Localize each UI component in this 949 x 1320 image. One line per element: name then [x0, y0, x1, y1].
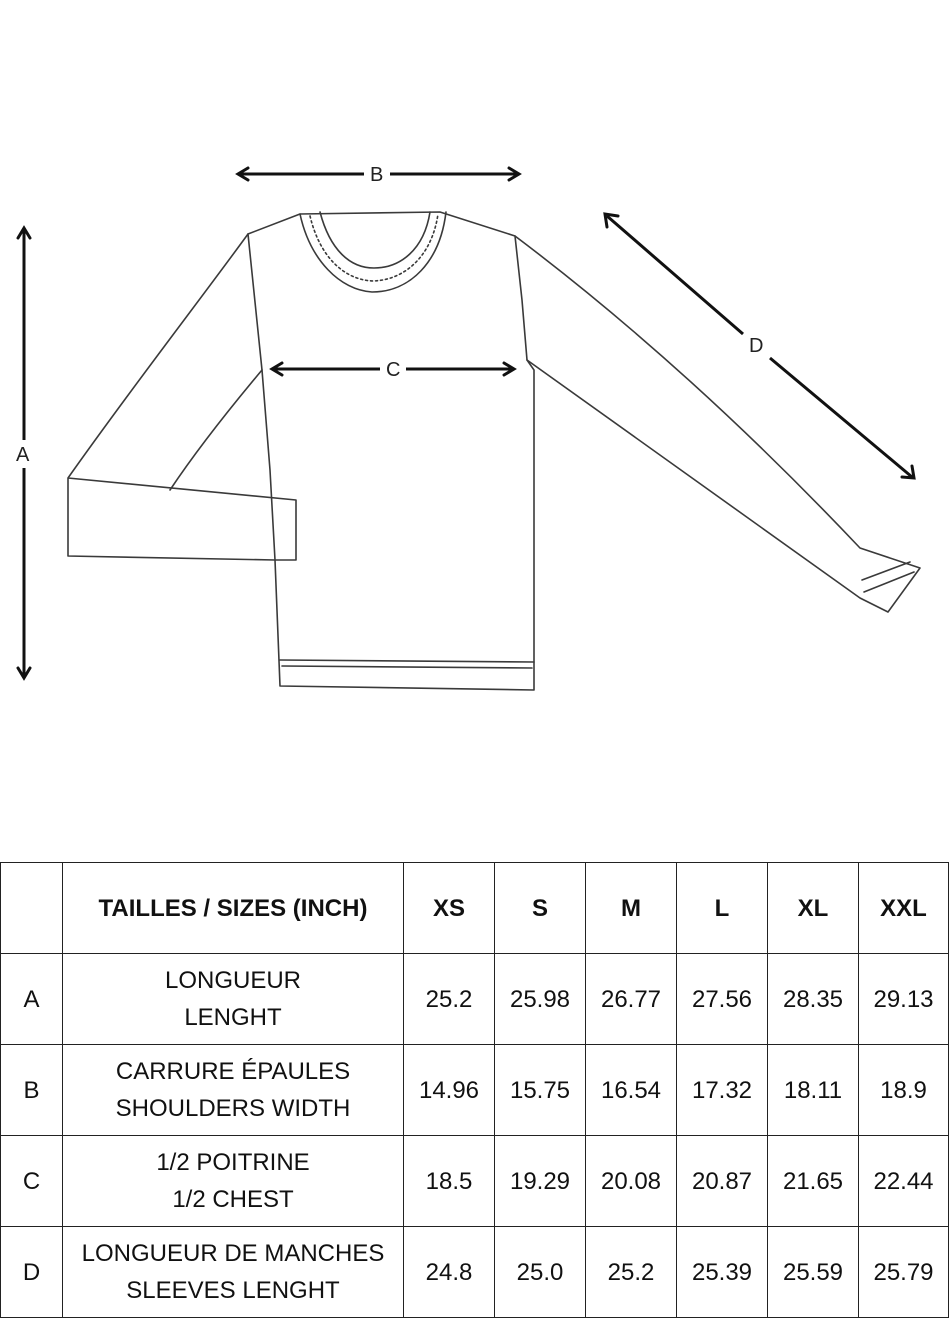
row-label-fr: CARRURE ÉPAULES [115, 1058, 351, 1085]
row-key: A [1, 954, 63, 1045]
table-row [1, 954, 949, 1045]
value-cell: 18.9 [859, 1045, 949, 1136]
row-key: B [1, 1045, 63, 1136]
value-cell: 25.98 [495, 954, 586, 1045]
header-title: TAILLES / SIZES (INCH) [63, 863, 404, 954]
row-label-fr: 1/2 POITRINE [156, 1149, 310, 1176]
row-key: C [1, 1136, 63, 1227]
label-d: D [749, 335, 764, 357]
row-label-en: 1/2 CHEST [172, 1186, 294, 1213]
row-key: D [1, 1227, 63, 1318]
value-cell: 18.5 [404, 1136, 495, 1227]
value-cell: 25.59 [768, 1227, 859, 1318]
value-cell: 28.35 [768, 954, 859, 1045]
value-cell: 26.77 [586, 954, 677, 1045]
size-chart-table [0, 862, 949, 1318]
table-header-row [1, 863, 949, 954]
value-cell: 25.39 [677, 1227, 768, 1318]
header-corner-cell [1, 863, 63, 954]
sweater-left-sleeve [68, 234, 296, 560]
label-c: C [386, 359, 401, 381]
header-size-s: S [495, 863, 586, 954]
header-size-xxl: XXL [859, 863, 949, 954]
value-cell: 25.79 [859, 1227, 949, 1318]
arrow-d-upper [607, 216, 743, 334]
value-cell: 22.44 [859, 1136, 949, 1227]
row-label [63, 1045, 404, 1136]
row-label-en: SHOULDERS WIDTH [115, 1095, 351, 1122]
value-cell: 25.2 [404, 954, 495, 1045]
value-cell: 20.08 [586, 1136, 677, 1227]
arrow-d-lower [770, 358, 912, 477]
table-row [1, 1227, 949, 1318]
value-cell: 16.54 [586, 1045, 677, 1136]
row-label [63, 1227, 404, 1318]
value-cell: 19.29 [495, 1136, 586, 1227]
row-label [63, 1136, 404, 1227]
row-label-en: SLEEVES LENGHT [126, 1277, 340, 1304]
header-size-xl: XL [768, 863, 859, 954]
value-cell: 21.65 [768, 1136, 859, 1227]
value-cell: 14.96 [404, 1045, 495, 1136]
row-label-fr: LONGUEUR DE MANCHES [81, 1240, 385, 1267]
sweater-right-sleeve [515, 236, 920, 612]
label-a: A [16, 444, 30, 466]
value-cell: 18.11 [768, 1045, 859, 1136]
value-cell: 25.0 [495, 1227, 586, 1318]
value-cell: 17.32 [677, 1045, 768, 1136]
sweater-collar [300, 212, 446, 292]
sweater-body-outline [248, 212, 534, 690]
value-cell: 20.87 [677, 1136, 768, 1227]
row-label [63, 954, 404, 1045]
value-cell: 29.13 [859, 954, 949, 1045]
label-b: B [370, 164, 384, 186]
table-row [1, 1136, 949, 1227]
header-size-m: M [586, 863, 677, 954]
header-size-l: L [677, 863, 768, 954]
sweater-hem [280, 660, 534, 668]
table-row [1, 1045, 949, 1136]
header-size-xs: XS [404, 863, 495, 954]
value-cell: 25.2 [586, 1227, 677, 1318]
value-cell: 24.8 [404, 1227, 495, 1318]
row-label-fr: LONGUEUR [164, 967, 302, 994]
value-cell: 27.56 [677, 954, 768, 1045]
value-cell: 15.75 [495, 1045, 586, 1136]
row-label-en: LENGHT [184, 1004, 282, 1031]
